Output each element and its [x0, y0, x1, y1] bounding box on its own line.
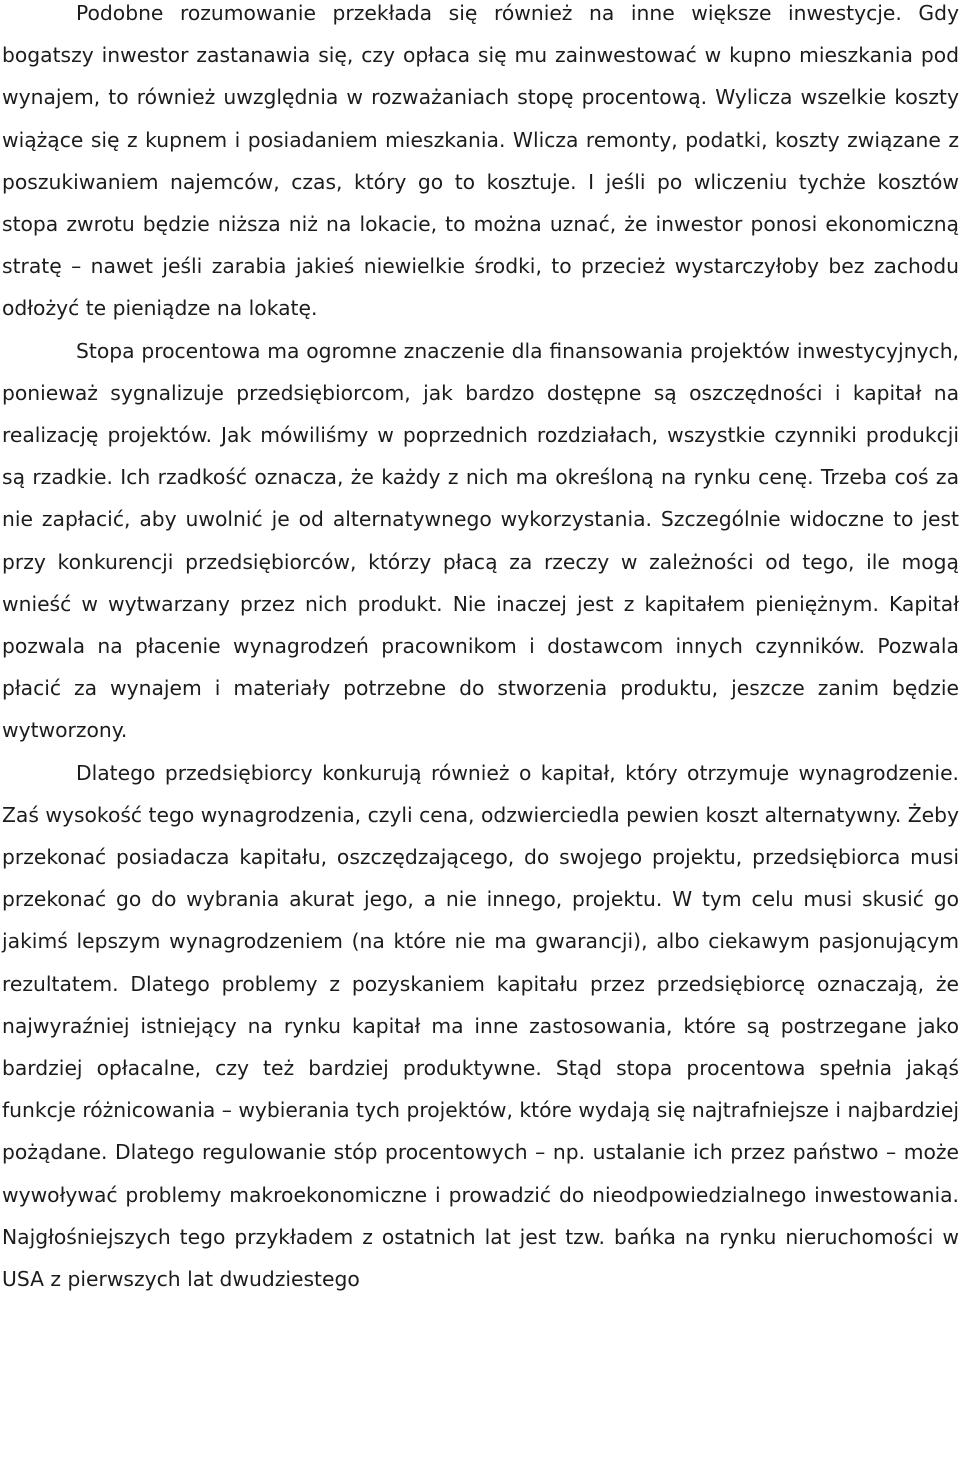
- paragraph-interest-rate-significance: Stopa procentowa ma ogromne znaczenie dla finansowania projektów inwestycyjnych, ponieważ sygnalizuje przedsiębiorcom, jak bardzo dostępne są oszczędności i kapitał na realizację projektów. Jak mówiliśmy w poprzednich rozdziałach, wszystkie czynniki produkcji są rzadkie. Ich rzadkość oznacza, że każdy z nich ma określoną na rynku cenę. Trzeba coś za nie zapłacić, aby uwolnić je od alternatywnego wykorzystania. Szczególnie widoczne to jest przy konkurencji przedsiębiorców, którzy płacą za rzeczy w zależności od tego, ile mogą wnieść w wytwarzany przez nich produkt. Nie inaczej jest z kapitałem pieniężnym. Kapitał pozwala na płacenie wynagrodzeń pracownikom i dostawcom innych czynników. Pozwala płacić za wynajem i materiały potrzebne do stworzenia produktu, jeszcze zanim będzie wytworzony.: [2, 338, 959, 743]
- paragraph-capital-competition: Dlatego przedsiębiorcy konkurują również o kapitał, który otrzymuje wynagrodzenie. Zaś wysokość tego wynagrodzenia, czyli cena, odzwierciedla pewien koszt alternatywny. Żeby przekonać posiadacza kapitału, oszczędzającego, do swojego projektu, przedsiębiorca musi przekonać go do wybrania akurat jego, a nie innego, projektu. W tym celu musi skusić go jakimś lepszym wynagrodzeniem (na które nie ma gwarancji), albo ciekawym pasjonującym rezultatem. Dlatego problemy z pozyskaniem kapitału przez przedsiębiorcę oznaczają, że najwyraźniej istniejący na rynku kapitał ma inne zastosowania, które są postrzegane jako bardziej opłacalne, czy też bardziej produktywne. Stąd stopa procentowa spełnia jakąś funkcje różnicowania – wybierania tych projektów, które wydają się najtrafniejsze i najbardziej pożądane. Dlatego regulowanie stóp procentowych – np. ustalanie ich przez państwo – może wywoływać problemy makroekonomiczne i prowadzić do nieodpowiedzialnego inwestowania. Najgłośniejszych tego przykładem z ostatnich lat jest tzw. bańka na rynku nieruchomości w USA z pierwszych lat dwudziestego: [2, 760, 959, 1292]
- paragraph-investment-reasoning: Podobne rozumowanie przekłada się również na inne większe inwestycje. Gdy bogatszy inwestor zastanawia się, czy opłaca się mu zainwestować w kupno mieszkania pod wynajem, to również uwzględnia w rozważaniach stopę procentową. Wylicza wszelkie koszty wiążące się z kupnem i posiadaniem mieszkania. Wlicza remonty, podatki, koszty związane z poszukiwaniem najemców, czas, który go to kosztuje. I jeśli po wliczeniu tychże kosztów stopa zwrotu będzie niższa niż na lokacie, to można uznać, że inwestor ponosi ekonomiczną stratę – nawet jeśli zarabia jakieś niewielkie środki, to przecież wystarczyłoby bez zachodu odłożyć te pieniądze na lokatę.: [2, 1, 959, 321]
